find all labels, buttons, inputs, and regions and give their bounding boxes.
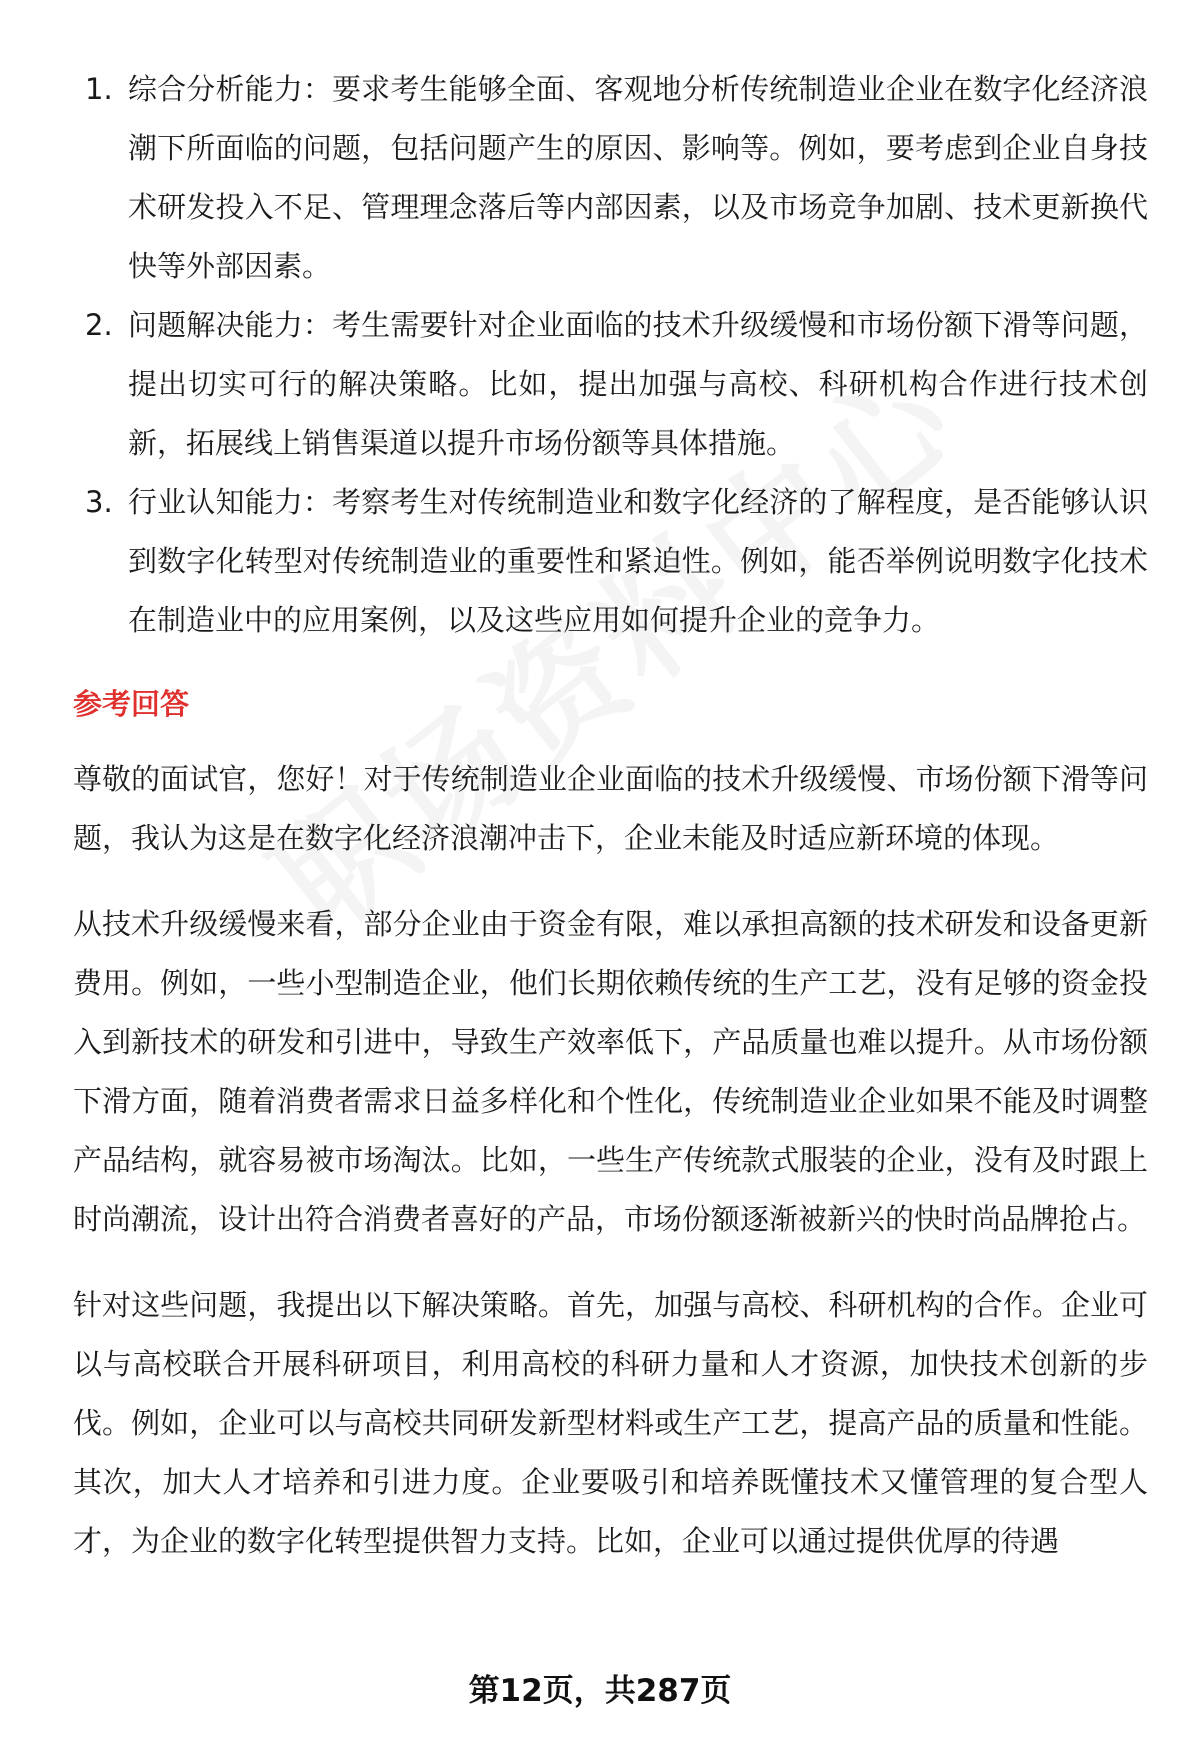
list-item-text: 问题解决能力：考生需要针对企业面临的技术升级缓慢和市场份额下滑等问题，提出切实可行的解决策略。比如，提出加强与高校、科研机构合作进行技术创新，拓展线上销售渠道以提升市场份额等具体措施。 [128, 308, 1148, 460]
list-item-number: 1. [85, 72, 113, 106]
list-item [73, 473, 1148, 650]
answer-paragraph: 针对这些问题，我提出以下解决策略。首先，加强与高校、科研机构的合作。企业可以与高校联合开展科研项目，利用高校的科研力量和人才资源，加快技术创新的步伐。例如，企业可以与高校共同研发新型材料或生产工艺，提高产品的质量和性能。其次，加大人才培养和引进力度。企业要吸引和培养既懂技术又懂管理的复合型人才，为企业的数字化转型提供智力支持。比如，企业可以通过提供优厚的待遇 [73, 1288, 1148, 1558]
list-item-text: 综合分析能力：要求考生能够全面、客观地分析传统制造业企业在数字化经济浪潮下所面临的问题，包括问题产生的原因、影响等。例如，要考虑到企业自身技术研发投入不足、管理理念落后等内部因素，以及市场竞争加剧、技术更新换代快等外部因素。 [128, 72, 1148, 283]
answer-paragraph: 从技术升级缓慢来看，部分企业由于资金有限，难以承担高额的技术研发和设备更新费用。例如，一些小型制造企业，他们长期依赖传统的生产工艺，没有足够的资金投入到新技术的研发和引进中，导致生产效率低下，产品质量也难以提升。从市场份额下滑方面，随着消费者需求日益多样化和个性化，传统制造业企业如果不能及时调整产品结构，就容易被市场淘汰。比如，一些生产传统款式服装的企业，没有及时跟上时尚潮流，设计出符合消费者喜好的产品，市场份额逐渐被新兴的快时尚品牌抢占。 [73, 907, 1148, 1236]
list-item [73, 60, 1148, 296]
page-content [73, 60, 1148, 1598]
criteria-list [73, 60, 1148, 650]
list-item-number: 2. [85, 308, 113, 342]
reference-answer-heading: 参考回答 [73, 687, 190, 721]
list-item-number: 3. [85, 485, 113, 519]
list-item-text: 行业认知能力：考察考生对传统制造业和数字化经济的了解程度，是否能够认识到数字化转型对传统制造业的重要性和紧迫性。例如，能否举例说明数字化技术在制造业中的应用案例，以及这些应用如何提升企业的竞争力。 [128, 485, 1148, 637]
answer-paragraph: 尊敬的面试官，您好！对于传统制造业企业面临的技术升级缓慢、市场份额下滑等问题，我认为这是在数字化经济浪潮冲击下，企业未能及时适应新环境的体现。 [73, 762, 1148, 855]
list-item [73, 296, 1148, 473]
page-number-footer: 第12页，共287页 [468, 1673, 732, 1709]
